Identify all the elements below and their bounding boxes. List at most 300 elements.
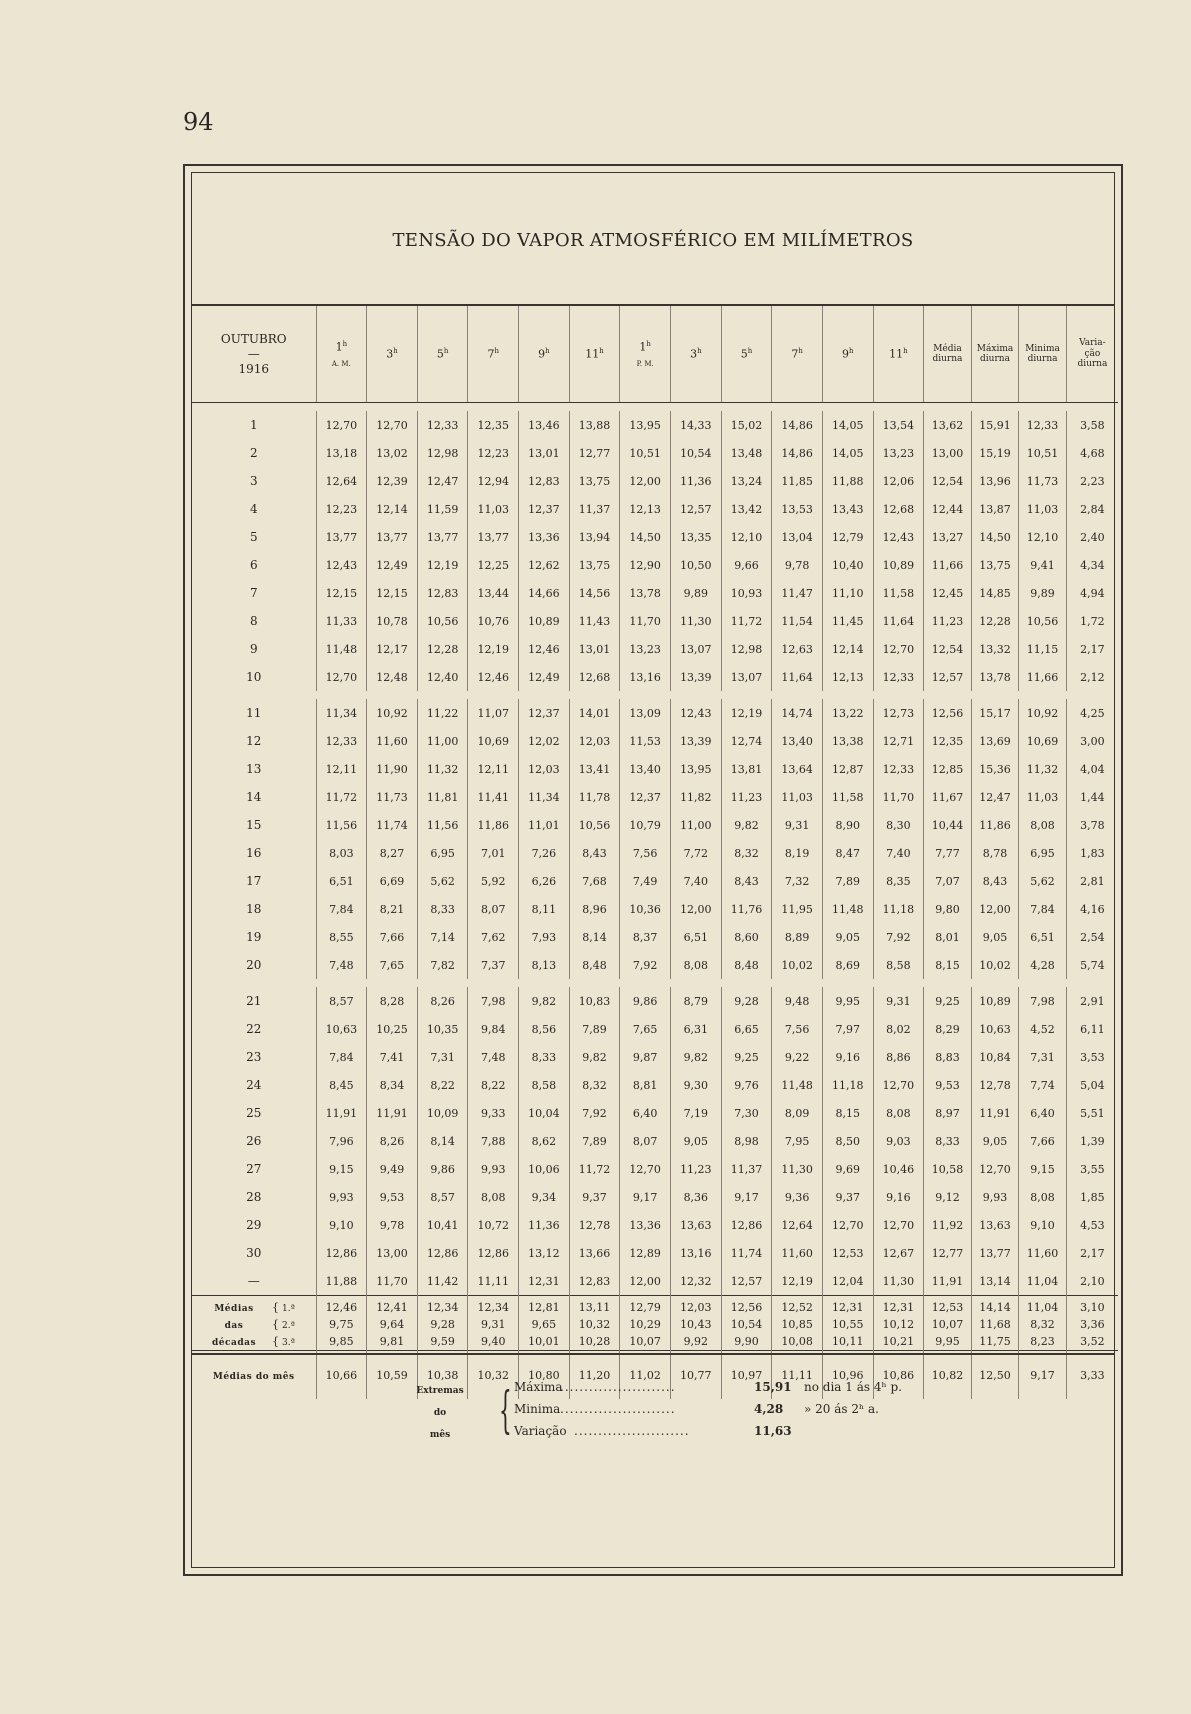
decade-label xyxy=(192,1296,316,1317)
cell: 8,01 xyxy=(924,923,972,951)
cell: 12,33 xyxy=(417,411,468,439)
cell: 10,76 xyxy=(468,607,519,635)
cell: 12,02 xyxy=(519,727,570,755)
cell: 8,26 xyxy=(367,1127,418,1155)
cell: 10,21 xyxy=(873,1333,924,1351)
cell: 14,05 xyxy=(822,439,873,467)
cell: 9,89 xyxy=(671,579,722,607)
cell: 9,28 xyxy=(721,987,772,1015)
cell: 13,38 xyxy=(822,727,873,755)
cell: 10,38 xyxy=(417,1351,468,1400)
cell: 12,06 xyxy=(873,467,924,495)
cell: 10,56 xyxy=(569,811,620,839)
cell: 12,70 xyxy=(367,411,418,439)
cell: 13,66 xyxy=(569,1239,620,1267)
cell: 11,00 xyxy=(671,811,722,839)
cell: 11,91 xyxy=(971,1099,1019,1127)
cell: 12,49 xyxy=(519,663,570,691)
cell: 9,86 xyxy=(620,987,671,1015)
cell: 9,69 xyxy=(822,1155,873,1183)
cell: 11,91 xyxy=(924,1267,972,1296)
cell: 11,15 xyxy=(1019,635,1067,663)
cell: 12,23 xyxy=(468,439,519,467)
gap-cell xyxy=(192,691,1118,699)
cell: 7,96 xyxy=(316,1127,367,1155)
cell: 10,07 xyxy=(620,1333,671,1351)
decade-ordinal: 1.ª xyxy=(282,1304,295,1314)
cell: 12,45 xyxy=(924,579,972,607)
cell: 10,96 xyxy=(822,1351,873,1400)
cell: 11,04 xyxy=(1019,1296,1067,1317)
row-label: 3 xyxy=(192,467,316,495)
cell: 12,57 xyxy=(924,663,972,691)
cell: 12,35 xyxy=(924,727,972,755)
cell: 12,00 xyxy=(671,895,722,923)
cell: 11,30 xyxy=(671,607,722,635)
cell: 9,75 xyxy=(316,1316,367,1333)
cell: 11,03 xyxy=(1019,783,1067,811)
cell: 12,94 xyxy=(468,467,519,495)
cell: 11,48 xyxy=(316,635,367,663)
cell: 10,58 xyxy=(924,1155,972,1183)
cell: 12,10 xyxy=(721,523,772,551)
extremes-row-dots: ........................ xyxy=(574,1424,690,1438)
cell: 10,41 xyxy=(417,1211,468,1239)
cell: 11,42 xyxy=(417,1267,468,1296)
cell: 13,63 xyxy=(671,1211,722,1239)
cell: 12,14 xyxy=(822,635,873,663)
cell: 9,82 xyxy=(671,1043,722,1071)
cell: 8,62 xyxy=(519,1127,570,1155)
row-label: 11 xyxy=(192,699,316,727)
cell: 11,34 xyxy=(316,699,367,727)
cell: 9,49 xyxy=(367,1155,418,1183)
header-maxima xyxy=(971,306,1019,403)
header-hour-9 xyxy=(721,306,772,403)
cell: 10,07 xyxy=(924,1316,972,1333)
cell: 8,08 xyxy=(671,951,722,979)
table-row xyxy=(192,1183,1118,1211)
cell: 12,68 xyxy=(873,495,924,523)
cell: 8,09 xyxy=(772,1099,823,1127)
cell: 12,47 xyxy=(417,467,468,495)
table-row xyxy=(192,839,1118,867)
cell: 9,65 xyxy=(519,1316,570,1333)
cell: 11,60 xyxy=(772,1239,823,1267)
cell: 8,14 xyxy=(569,923,620,951)
cell: 8,43 xyxy=(721,867,772,895)
cell: 12,43 xyxy=(316,551,367,579)
cell: 12,47 xyxy=(971,783,1019,811)
decade-ordinal: 2.ª xyxy=(282,1321,295,1331)
cell: 13,02 xyxy=(367,439,418,467)
row-gap xyxy=(192,691,1118,699)
table-row xyxy=(192,867,1118,895)
cell: 10,01 xyxy=(519,1333,570,1351)
cell: 10,55 xyxy=(822,1316,873,1333)
cell: 12,35 xyxy=(468,411,519,439)
cell: 2,54 xyxy=(1066,923,1118,951)
cell: 13,54 xyxy=(873,411,924,439)
cell: 8,58 xyxy=(873,951,924,979)
cell: 6,95 xyxy=(1019,839,1067,867)
cell: 13,88 xyxy=(569,411,620,439)
header-hour-suffix: h xyxy=(646,339,651,348)
cell: 10,36 xyxy=(620,895,671,923)
cell: 13,95 xyxy=(671,755,722,783)
cell: 10,97 xyxy=(721,1351,772,1400)
cell: 8,48 xyxy=(569,951,620,979)
cell: 11,88 xyxy=(822,467,873,495)
cell: 12,87 xyxy=(822,755,873,783)
cell: 12,68 xyxy=(569,663,620,691)
cell: 10,89 xyxy=(971,987,1019,1015)
cell: 7,65 xyxy=(620,1015,671,1043)
cell: 8,07 xyxy=(620,1127,671,1155)
cell: 8,43 xyxy=(569,839,620,867)
cell: 14,50 xyxy=(620,523,671,551)
table-title: TENSÃO DO VAPOR ATMOSFÉRICO EM MILÍMETROS xyxy=(392,230,914,251)
cell: 12,49 xyxy=(367,551,418,579)
cell: 12,67 xyxy=(873,1239,924,1267)
extremes-row-value: 11,63 xyxy=(754,1424,792,1438)
cell: 13,62 xyxy=(924,411,972,439)
cell: 4,53 xyxy=(1066,1211,1118,1239)
cell: 6,11 xyxy=(1066,1015,1118,1043)
cell: 14,66 xyxy=(519,579,570,607)
cell: 9,33 xyxy=(468,1099,519,1127)
cell: 7,48 xyxy=(316,951,367,979)
cell: 9,15 xyxy=(1019,1155,1067,1183)
cell: 10,12 xyxy=(873,1316,924,1333)
extremes-row-name: Minima xyxy=(514,1402,561,1416)
cell: 9,76 xyxy=(721,1071,772,1099)
cell: 9,16 xyxy=(822,1043,873,1071)
cell: 2,17 xyxy=(1066,1239,1118,1267)
cell: 9,05 xyxy=(971,923,1019,951)
cell: 12,79 xyxy=(822,523,873,551)
cell: 12,40 xyxy=(417,663,468,691)
cell: 13,42 xyxy=(721,495,772,523)
cell: 5,62 xyxy=(1019,867,1067,895)
cell: 10,80 xyxy=(519,1351,570,1400)
cell: 8,83 xyxy=(924,1043,972,1071)
cell: 9,66 xyxy=(721,551,772,579)
cell: 12,57 xyxy=(671,495,722,523)
table-row xyxy=(192,727,1118,755)
cell: 11,11 xyxy=(772,1351,823,1400)
cell: 8,34 xyxy=(367,1071,418,1099)
cell: 5,62 xyxy=(417,867,468,895)
cell: 13,77 xyxy=(367,523,418,551)
cell: 11,72 xyxy=(316,783,367,811)
cell: 13,11 xyxy=(569,1296,620,1317)
table-row xyxy=(192,1211,1118,1239)
cell: 11,33 xyxy=(316,607,367,635)
cell: 7,84 xyxy=(316,895,367,923)
cell: 13,40 xyxy=(620,755,671,783)
cell: 12,64 xyxy=(316,467,367,495)
cell: 12,86 xyxy=(417,1239,468,1267)
cell: 9,28 xyxy=(417,1316,468,1333)
cell: 5,74 xyxy=(1066,951,1118,979)
table-row xyxy=(192,951,1118,979)
header-hour-12 xyxy=(873,306,924,403)
header-hour-suffix: h xyxy=(393,346,398,355)
cell: 2,17 xyxy=(1066,635,1118,663)
row-label: 6 xyxy=(192,551,316,579)
table-row xyxy=(192,1043,1118,1071)
cell: 1,39 xyxy=(1066,1127,1118,1155)
cell: 10,32 xyxy=(468,1351,519,1400)
header-hour-value: 1 xyxy=(639,340,647,354)
cell: 8,15 xyxy=(822,1099,873,1127)
table-row xyxy=(192,579,1118,607)
header-hour-2 xyxy=(367,306,418,403)
table-row xyxy=(192,663,1118,691)
cell: 15,19 xyxy=(971,439,1019,467)
cell: 13,63 xyxy=(971,1211,1019,1239)
cell: 8,60 xyxy=(721,923,772,951)
cell: 12,31 xyxy=(822,1296,873,1317)
cell: 10,06 xyxy=(519,1155,570,1183)
cell: 8,33 xyxy=(924,1127,972,1155)
cell: 1,44 xyxy=(1066,783,1118,811)
cell: 10,28 xyxy=(569,1333,620,1351)
cell: 1,72 xyxy=(1066,607,1118,635)
cell: 8,97 xyxy=(924,1099,972,1127)
row-label: 23 xyxy=(192,1043,316,1071)
extremes-row-dots: ........................ xyxy=(560,1380,676,1394)
cell: 8,57 xyxy=(417,1183,468,1211)
cell: 7,65 xyxy=(367,951,418,979)
gap-cell xyxy=(192,979,1118,987)
cell: 13,32 xyxy=(971,635,1019,663)
cell: 10,02 xyxy=(971,951,1019,979)
cell: 7,82 xyxy=(417,951,468,979)
cell: 10,89 xyxy=(519,607,570,635)
cell: 12,19 xyxy=(468,635,519,663)
cell: 12,33 xyxy=(316,727,367,755)
cell: 9,15 xyxy=(316,1155,367,1183)
cell: 11,47 xyxy=(772,579,823,607)
cell: 12,33 xyxy=(873,755,924,783)
cell: 11,90 xyxy=(367,755,418,783)
cell: 12,37 xyxy=(620,783,671,811)
cell: 11,56 xyxy=(417,811,468,839)
cell: 6,51 xyxy=(316,867,367,895)
cell: 13,75 xyxy=(569,467,620,495)
cell: 4,52 xyxy=(1019,1015,1067,1043)
cell: 11,11 xyxy=(468,1267,519,1296)
cell: 11,72 xyxy=(721,607,772,635)
cell: 8,36 xyxy=(671,1183,722,1211)
cell: 13,95 xyxy=(620,411,671,439)
cell: 12,31 xyxy=(873,1296,924,1317)
cell: 12,64 xyxy=(772,1211,823,1239)
cell: 10,56 xyxy=(417,607,468,635)
cell: 14,56 xyxy=(569,579,620,607)
cell: 13,18 xyxy=(316,439,367,467)
cell: 7,89 xyxy=(569,1015,620,1043)
cell: 11,37 xyxy=(721,1155,772,1183)
extremes-brace: { xyxy=(499,1381,512,1439)
cell: 13,09 xyxy=(620,699,671,727)
cell: 7,93 xyxy=(519,923,570,951)
table-row-mean xyxy=(192,1267,1118,1296)
cell: 13,87 xyxy=(971,495,1019,523)
row-label: 18 xyxy=(192,895,316,923)
extremes-label-2: do xyxy=(433,1408,447,1418)
cell: 9,37 xyxy=(569,1183,620,1211)
cell: 13,27 xyxy=(924,523,972,551)
cell: 9,25 xyxy=(721,1043,772,1071)
cell: 3,52 xyxy=(1066,1333,1118,1351)
extremes-row-when: » 20 ás 2ʰ a. xyxy=(804,1402,879,1416)
cell: 3,58 xyxy=(1066,411,1118,439)
header-hour-value: 7 xyxy=(487,347,495,361)
cell: 12,37 xyxy=(519,699,570,727)
header-month-name: OUTUBRO xyxy=(220,331,287,346)
extremes-row-when: no dia 1 ás 4ʰ p. xyxy=(804,1380,902,1394)
cell: 13,39 xyxy=(671,727,722,755)
cell: 10,25 xyxy=(367,1015,418,1043)
header-hour-value: 1 xyxy=(335,340,343,354)
cell: 11,64 xyxy=(772,663,823,691)
decade-ordinal: 3.ª xyxy=(282,1338,295,1348)
cell: 11,36 xyxy=(671,467,722,495)
cell: 8,79 xyxy=(671,987,722,1015)
cell: 12,78 xyxy=(569,1211,620,1239)
cell: 4,34 xyxy=(1066,551,1118,579)
cell: 10,54 xyxy=(671,439,722,467)
cell: 9,10 xyxy=(1019,1211,1067,1239)
cell: 10,51 xyxy=(1019,439,1067,467)
cell: 12,28 xyxy=(971,607,1019,635)
header-minima-line: diurna xyxy=(1027,354,1058,364)
cell: 13,16 xyxy=(671,1239,722,1267)
cell: 3,00 xyxy=(1066,727,1118,755)
cell: 10,92 xyxy=(367,699,418,727)
cell: 12,85 xyxy=(924,755,972,783)
header-hour-suffix: h xyxy=(545,346,550,355)
cell: 12,70 xyxy=(316,663,367,691)
cell: 9,87 xyxy=(620,1043,671,1071)
row-label: — xyxy=(192,1267,316,1296)
cell: 7,66 xyxy=(367,923,418,951)
cell: 9,85 xyxy=(316,1333,367,1351)
cell: 10,44 xyxy=(924,811,972,839)
cell: 9,82 xyxy=(721,811,772,839)
cell: 12,48 xyxy=(367,663,418,691)
cell: 8,96 xyxy=(569,895,620,923)
cell: 11,48 xyxy=(772,1071,823,1099)
cell: 7,68 xyxy=(569,867,620,895)
cell: 12,90 xyxy=(620,551,671,579)
cell: 8,86 xyxy=(873,1043,924,1071)
cell: 12,70 xyxy=(873,1211,924,1239)
cell: 12,53 xyxy=(822,1239,873,1267)
cell: 13,40 xyxy=(772,727,823,755)
cell: 13,35 xyxy=(671,523,722,551)
cell: 11,91 xyxy=(316,1099,367,1127)
row-label: 29 xyxy=(192,1211,316,1239)
cell: 10,11 xyxy=(822,1333,873,1351)
cell: 1,83 xyxy=(1066,839,1118,867)
cell: 12,33 xyxy=(873,663,924,691)
cell: 14,86 xyxy=(772,439,823,467)
cell: 12,19 xyxy=(417,551,468,579)
cell: 9,17 xyxy=(721,1183,772,1211)
cell: 10,69 xyxy=(1019,727,1067,755)
cell: 7,77 xyxy=(924,839,972,867)
cell: 6,65 xyxy=(721,1015,772,1043)
cell: 11,91 xyxy=(367,1099,418,1127)
cell: 8,43 xyxy=(971,867,1019,895)
cell: 8,55 xyxy=(316,923,367,951)
row-label: 12 xyxy=(192,727,316,755)
cell: 9,84 xyxy=(468,1015,519,1043)
cell: 9,40 xyxy=(468,1333,519,1351)
row-label: 4 xyxy=(192,495,316,523)
cell: 12,00 xyxy=(620,1267,671,1296)
header-hour-suffix: h xyxy=(798,346,803,355)
cell: 9,22 xyxy=(772,1043,823,1071)
cell: 7,41 xyxy=(367,1043,418,1071)
cell: 12,70 xyxy=(620,1155,671,1183)
row-gap xyxy=(192,979,1118,987)
cell: 6,40 xyxy=(1019,1099,1067,1127)
cell: 10,77 xyxy=(671,1351,722,1400)
cell: 10,35 xyxy=(417,1015,468,1043)
cell: 12,54 xyxy=(924,467,972,495)
decade-label-text: das xyxy=(224,1321,244,1331)
cell: 11,23 xyxy=(924,607,972,635)
cell: 7,89 xyxy=(569,1127,620,1155)
table-row xyxy=(192,1155,1118,1183)
cell: 12,71 xyxy=(873,727,924,755)
header-hour-10 xyxy=(772,306,823,403)
cell: 12,54 xyxy=(924,635,972,663)
cell: 11,20 xyxy=(569,1351,620,1400)
cell: 4,25 xyxy=(1066,699,1118,727)
cell: 12,23 xyxy=(316,495,367,523)
cell: 13,77 xyxy=(971,1239,1019,1267)
cell: 10,63 xyxy=(971,1015,1019,1043)
cell: 7,74 xyxy=(1019,1071,1067,1099)
cell: 13,01 xyxy=(569,635,620,663)
cell: 9,59 xyxy=(417,1333,468,1351)
cell: 8,19 xyxy=(772,839,823,867)
cell: 11,82 xyxy=(671,783,722,811)
cell: 13,00 xyxy=(367,1239,418,1267)
cell: 12,03 xyxy=(671,1296,722,1317)
cell: 10,43 xyxy=(671,1316,722,1333)
cell: 11,85 xyxy=(772,467,823,495)
cell: 12,00 xyxy=(620,467,671,495)
cell: 12,14 xyxy=(367,495,418,523)
cell: 14,85 xyxy=(971,579,1019,607)
cell: 13,23 xyxy=(873,439,924,467)
cell: 13,01 xyxy=(519,439,570,467)
cell: 12,04 xyxy=(822,1267,873,1296)
cell: 7,30 xyxy=(721,1099,772,1127)
cell: 12,34 xyxy=(417,1296,468,1317)
table-row xyxy=(192,1099,1118,1127)
cell: 3,55 xyxy=(1066,1155,1118,1183)
cell: 3,78 xyxy=(1066,811,1118,839)
cell: 12,81 xyxy=(519,1296,570,1317)
